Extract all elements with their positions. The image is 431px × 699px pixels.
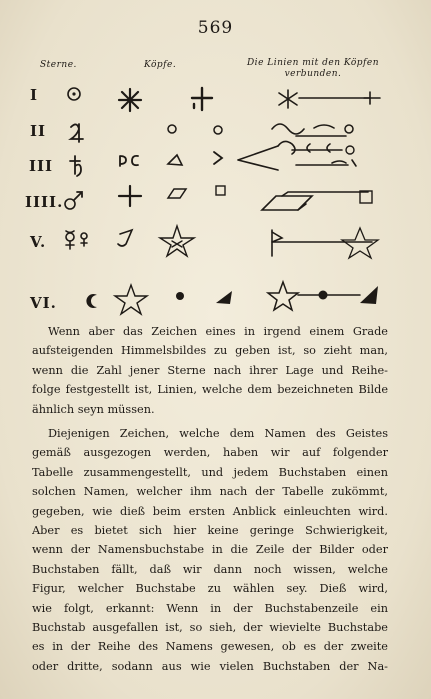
pc-head-glyph bbox=[120, 156, 138, 166]
text-line: Wenn aber das Zeichen eines in irgend einem Grade bbox=[48, 325, 388, 338]
sigil-table-figure bbox=[0, 0, 431, 330]
text-line: Diejenigen Zeichen, welche dem Namen des Geistes bbox=[48, 427, 388, 440]
text-line: Figur, welcher Buchstabe zu wählen sey. Dieß wird, bbox=[32, 582, 388, 596]
triangle-head-glyph bbox=[216, 291, 232, 304]
text-line: gegeben, wie dieß beim ersten Anblick einleuchten wird. bbox=[32, 504, 388, 518]
header-stars: Sterne. bbox=[40, 60, 77, 70]
line-figure-5 bbox=[272, 228, 378, 258]
row-label-5: V. bbox=[30, 233, 47, 251]
circle-head-glyph-2 bbox=[214, 126, 222, 134]
cross-head-glyph bbox=[192, 88, 212, 110]
dot-head-glyph bbox=[176, 292, 184, 300]
row-5-symbols bbox=[66, 226, 378, 258]
star-outline-head-glyph bbox=[160, 226, 194, 256]
row-1-symbols bbox=[68, 88, 380, 111]
header-heads: Köpfe. bbox=[144, 60, 177, 70]
text-line: Buchstab ausgefallen ist, so sieh, der wievielte Buchstabe bbox=[32, 620, 388, 634]
row-3-symbols bbox=[70, 141, 356, 176]
text-line: wie folgt, erkannt: Wenn in der Buchstabenzeile ein bbox=[32, 601, 388, 615]
header-lines: Die Linien mit den Köpfen verbunden. bbox=[246, 58, 380, 79]
star-head-glyph-2 bbox=[115, 285, 147, 314]
row-4-symbols bbox=[65, 186, 372, 210]
text-line: Aber es bietet sich hier keine geringe Schwierigkeit, bbox=[32, 523, 388, 537]
line-figure-3 bbox=[238, 141, 356, 170]
text-line: folge festgestellt ist, Linien, welche dem bezeichneten Bilde bbox=[32, 383, 388, 397]
zigzag-head-glyph bbox=[214, 152, 222, 164]
paragraph-2 bbox=[32, 424, 388, 676]
circle-head-glyph bbox=[168, 125, 176, 133]
text-line: solchen Namen, welcher ihm nach der Tabelle zukömmt, bbox=[32, 485, 388, 499]
text-line: Tabelle zusammengestellt, und jedem Buchstaben einen bbox=[32, 465, 388, 479]
line-figure-2 bbox=[272, 124, 353, 136]
row-label-4: IIII. bbox=[25, 193, 64, 211]
jupiter-glyph bbox=[71, 124, 83, 142]
line-figure-4 bbox=[262, 191, 372, 210]
square-head-glyph bbox=[216, 186, 225, 195]
moon-glyph bbox=[86, 294, 97, 308]
text-line: Buchstaben fällt, daß wir dann noch wissen, welche bbox=[32, 562, 388, 576]
angle-head-glyph bbox=[168, 155, 182, 165]
paragraph-1 bbox=[32, 322, 388, 419]
text-line: wenn die Zahl jener Sterne nach ihrer Lage und Reihe- bbox=[32, 363, 388, 377]
line-figure-1 bbox=[279, 90, 380, 108]
text-line: aufsteigenden Himmelsbildes zu geben ist, so zieht man, bbox=[32, 344, 388, 358]
line-figure-6 bbox=[268, 282, 378, 310]
text-line: oder dritte, sodann aus wie vielen Buchstaben der Na- bbox=[32, 659, 388, 673]
row-label-2: II bbox=[30, 122, 47, 140]
row-label-6: VI. bbox=[30, 294, 57, 312]
mars-glyph bbox=[65, 192, 82, 209]
mercury-venus-glyph bbox=[66, 231, 87, 249]
star-head-glyph bbox=[119, 89, 141, 111]
hook-head-glyph bbox=[118, 230, 132, 246]
text-line: es in der Reihe des Namens gewesen, ob es der zweite bbox=[32, 640, 388, 654]
row-2-symbols bbox=[71, 124, 353, 142]
row-label-1: I bbox=[30, 86, 39, 104]
row-6-symbols bbox=[86, 282, 378, 314]
cross-head-glyph-2 bbox=[119, 186, 141, 206]
row-label-3: III bbox=[29, 157, 54, 175]
text-line: ähnlich seyn müssen. bbox=[32, 402, 155, 416]
parallelogram-head-glyph bbox=[168, 189, 186, 198]
saturn-glyph bbox=[70, 156, 81, 176]
text-line: wenn der Namensbuchstabe in die Zeile der Bilder oder bbox=[32, 543, 388, 557]
text-line: gemäß ausgezogen werden, haben wir auf folgender bbox=[32, 446, 388, 460]
page-number: 569 bbox=[197, 18, 234, 38]
